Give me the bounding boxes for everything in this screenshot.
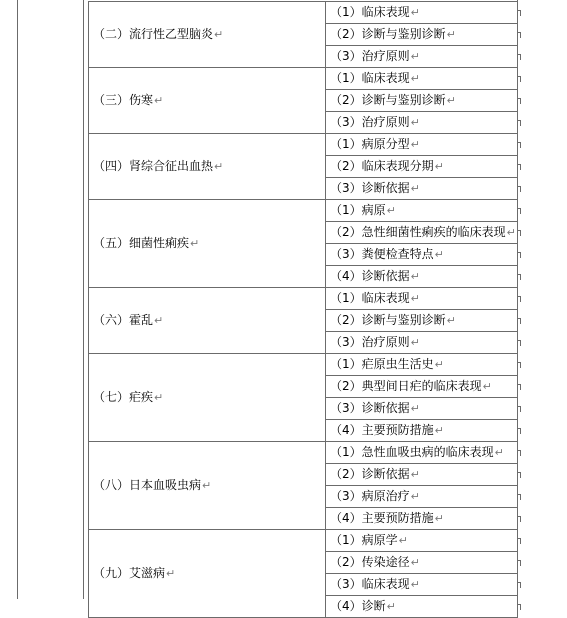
cell-end-marker	[517, 32, 521, 38]
subtopic-cell	[326, 376, 518, 398]
cell-end-marker	[517, 142, 521, 148]
disease-topic-cell	[89, 442, 326, 530]
subtopic-cell	[326, 596, 518, 618]
subtopic-label: （4）诊断依据	[330, 269, 410, 283]
paragraph-mark-icon: ↵	[410, 270, 420, 283]
paragraph-mark-icon: ↵	[410, 72, 420, 85]
disease-topic-title: （七）疟疾	[93, 390, 154, 404]
cell-end-marker	[517, 406, 521, 412]
table-row	[89, 134, 518, 156]
table-row	[89, 288, 518, 310]
paragraph-mark-icon: ↵	[202, 479, 212, 492]
cell-end-marker	[517, 450, 521, 456]
cell-end-marker	[517, 560, 521, 566]
disease-topic-cell	[89, 200, 326, 288]
disease-topic-title: （三）伤寒	[93, 93, 154, 107]
subtopic-cell	[326, 508, 518, 530]
paragraph-mark-icon: ↵	[214, 28, 224, 41]
table-row	[89, 200, 518, 222]
cell-end-marker	[517, 186, 521, 192]
disease-topic-title: （六）霍乱	[93, 313, 154, 327]
subtopic-label: （1）病原分型	[330, 137, 410, 151]
subtopic-cell	[326, 200, 518, 222]
disease-topic-title: （五）细菌性痢疾	[93, 236, 190, 250]
subtopic-label: （1）急性血吸虫病的临床表现	[330, 445, 494, 459]
paragraph-mark-icon: ↵	[410, 182, 420, 195]
subtopic-cell	[326, 112, 518, 134]
paragraph-mark-icon: ↵	[410, 116, 420, 129]
paragraph-mark-icon: ↵	[446, 314, 456, 327]
subtopic-cell	[326, 2, 518, 24]
disease-topic-cell	[89, 288, 326, 354]
subtopic-label: （3）病原治疗	[330, 489, 410, 503]
subtopic-label: （4）主要预防措施	[330, 423, 434, 437]
subtopic-cell	[326, 354, 518, 376]
disease-topic-title: （八）日本血吸虫病	[93, 478, 202, 492]
subtopic-cell	[326, 178, 518, 200]
subtopic-label: （2）传染途径	[330, 555, 410, 569]
subtopic-cell	[326, 266, 518, 288]
subtopic-cell	[326, 46, 518, 68]
paragraph-mark-icon: ↵	[386, 204, 396, 217]
cell-end-marker	[517, 318, 521, 324]
subtopic-label: （2）诊断与鉴别诊断	[330, 93, 446, 107]
cell-end-marker	[517, 384, 521, 390]
paragraph-mark-icon: ↵	[190, 237, 200, 250]
subtopic-label: （3）粪便检查特点	[330, 247, 434, 261]
subtopic-label: （2）诊断与鉴别诊断	[330, 27, 446, 41]
subtopic-label: （1）病原	[330, 203, 386, 217]
disease-topic-title: （九）艾滋病	[93, 566, 166, 580]
cell-end-marker	[517, 274, 521, 280]
subtopic-label: （1）疟原虫生活史	[330, 357, 434, 371]
subtopic-cell	[326, 442, 518, 464]
subtopic-label: （3）治疗原则	[330, 115, 410, 129]
paragraph-mark-icon: ↵	[386, 600, 396, 613]
cell-end-marker	[517, 230, 521, 236]
paragraph-mark-icon: ↵	[434, 248, 444, 261]
subtopic-label: （1）病原学	[330, 533, 398, 547]
cell-end-marker	[517, 164, 521, 170]
disease-topic-title: （四）肾综合征出血热	[93, 159, 214, 173]
cell-end-marker	[517, 296, 521, 302]
subtopic-cell	[326, 68, 518, 90]
paragraph-mark-icon: ↵	[482, 380, 492, 393]
disease-topic-cell	[89, 2, 326, 68]
paragraph-mark-icon: ↵	[410, 578, 420, 591]
paragraph-mark-icon: ↵	[410, 50, 420, 63]
column-border	[83, 0, 84, 599]
paragraph-mark-icon: ↵	[410, 138, 420, 151]
subtopic-label: （2）诊断依据	[330, 467, 410, 481]
paragraph-mark-icon: ↵	[506, 226, 516, 239]
paragraph-mark-icon: ↵	[494, 446, 504, 459]
subtopic-cell	[326, 134, 518, 156]
subtopic-label: （2）急性细菌性痢疾的临床表现	[330, 225, 506, 239]
paragraph-mark-icon: ↵	[410, 468, 420, 481]
subtopic-cell	[326, 244, 518, 266]
subtopic-cell	[326, 156, 518, 178]
cell-end-marker	[517, 340, 521, 346]
cell-end-marker	[517, 494, 521, 500]
cell-end-marker	[517, 10, 521, 16]
subtopic-cell	[326, 398, 518, 420]
paragraph-mark-icon: ↵	[154, 391, 164, 404]
paragraph-mark-icon: ↵	[434, 160, 444, 173]
table-row	[89, 354, 518, 376]
subtopic-label: （3）诊断依据	[330, 401, 410, 415]
table-row	[89, 442, 518, 464]
cell-end-marker	[517, 252, 521, 258]
subtopic-label: （2）典型间日疟的临床表现	[330, 379, 482, 393]
table-row	[89, 530, 518, 552]
subtopic-label: （3）治疗原则	[330, 49, 410, 63]
cell-end-marker	[517, 582, 521, 588]
cell-end-marker	[517, 472, 521, 478]
table-row	[89, 68, 518, 90]
cell-end-marker	[517, 516, 521, 522]
subtopic-label: （4）诊断	[330, 599, 386, 613]
cell-end-marker	[517, 98, 521, 104]
paragraph-mark-icon: ↵	[398, 534, 408, 547]
subtopic-cell	[326, 90, 518, 112]
paragraph-mark-icon: ↵	[154, 314, 164, 327]
subtopic-cell	[326, 574, 518, 596]
subtopic-cell	[326, 530, 518, 552]
subtopic-label: （3）诊断依据	[330, 181, 410, 195]
disease-topic-cell	[89, 68, 326, 134]
paragraph-mark-icon: ↵	[434, 424, 444, 437]
paragraph-mark-icon: ↵	[446, 28, 456, 41]
cell-end-marker	[517, 428, 521, 434]
disease-topic-cell	[89, 134, 326, 200]
disease-topic-cell	[89, 530, 326, 618]
cell-end-marker	[517, 54, 521, 60]
subtopic-label: （1）临床表现	[330, 291, 410, 305]
cell-end-marker	[517, 604, 521, 610]
cell-end-marker	[517, 538, 521, 544]
subtopic-label: （3）临床表现	[330, 577, 410, 591]
subtopic-label: （1）临床表现	[330, 71, 410, 85]
paragraph-mark-icon: ↵	[410, 490, 420, 503]
subtopic-cell	[326, 486, 518, 508]
subtopic-cell	[326, 310, 518, 332]
subtopic-label: （4）主要预防措施	[330, 511, 434, 525]
syllabus-table	[88, 1, 518, 618]
cell-end-marker	[517, 362, 521, 368]
paragraph-mark-icon: ↵	[410, 556, 420, 569]
disease-topic-cell	[89, 354, 326, 442]
paragraph-mark-icon: ↵	[214, 160, 224, 173]
paragraph-mark-icon: ↵	[410, 6, 420, 19]
paragraph-mark-icon: ↵	[434, 512, 444, 525]
paragraph-mark-icon: ↵	[410, 336, 420, 349]
subtopic-cell	[326, 552, 518, 574]
subtopic-label: （2）临床表现分期	[330, 159, 434, 173]
subtopic-cell	[326, 24, 518, 46]
cell-end-marker	[517, 120, 521, 126]
paragraph-mark-icon: ↵	[410, 402, 420, 415]
subtopic-label: （3）治疗原则	[330, 335, 410, 349]
table-row	[89, 2, 518, 24]
paragraph-mark-icon: ↵	[166, 567, 176, 580]
subtopic-cell	[326, 222, 518, 244]
cell-end-marker	[517, 208, 521, 214]
paragraph-mark-icon: ↵	[446, 94, 456, 107]
paragraph-mark-icon: ↵	[410, 292, 420, 305]
subtopic-label: （1）临床表现	[330, 5, 410, 19]
subtopic-label: （2）诊断与鉴别诊断	[330, 313, 446, 327]
subtopic-cell	[326, 464, 518, 486]
paragraph-mark-icon: ↵	[434, 358, 444, 371]
cell-end-marker	[517, 76, 521, 82]
paragraph-mark-icon: ↵	[154, 94, 164, 107]
subtopic-cell	[326, 332, 518, 354]
outer-left-border	[17, 0, 18, 599]
subtopic-cell	[326, 288, 518, 310]
subtopic-cell	[326, 420, 518, 442]
disease-topic-title: （二）流行性乙型脑炎	[93, 27, 214, 41]
